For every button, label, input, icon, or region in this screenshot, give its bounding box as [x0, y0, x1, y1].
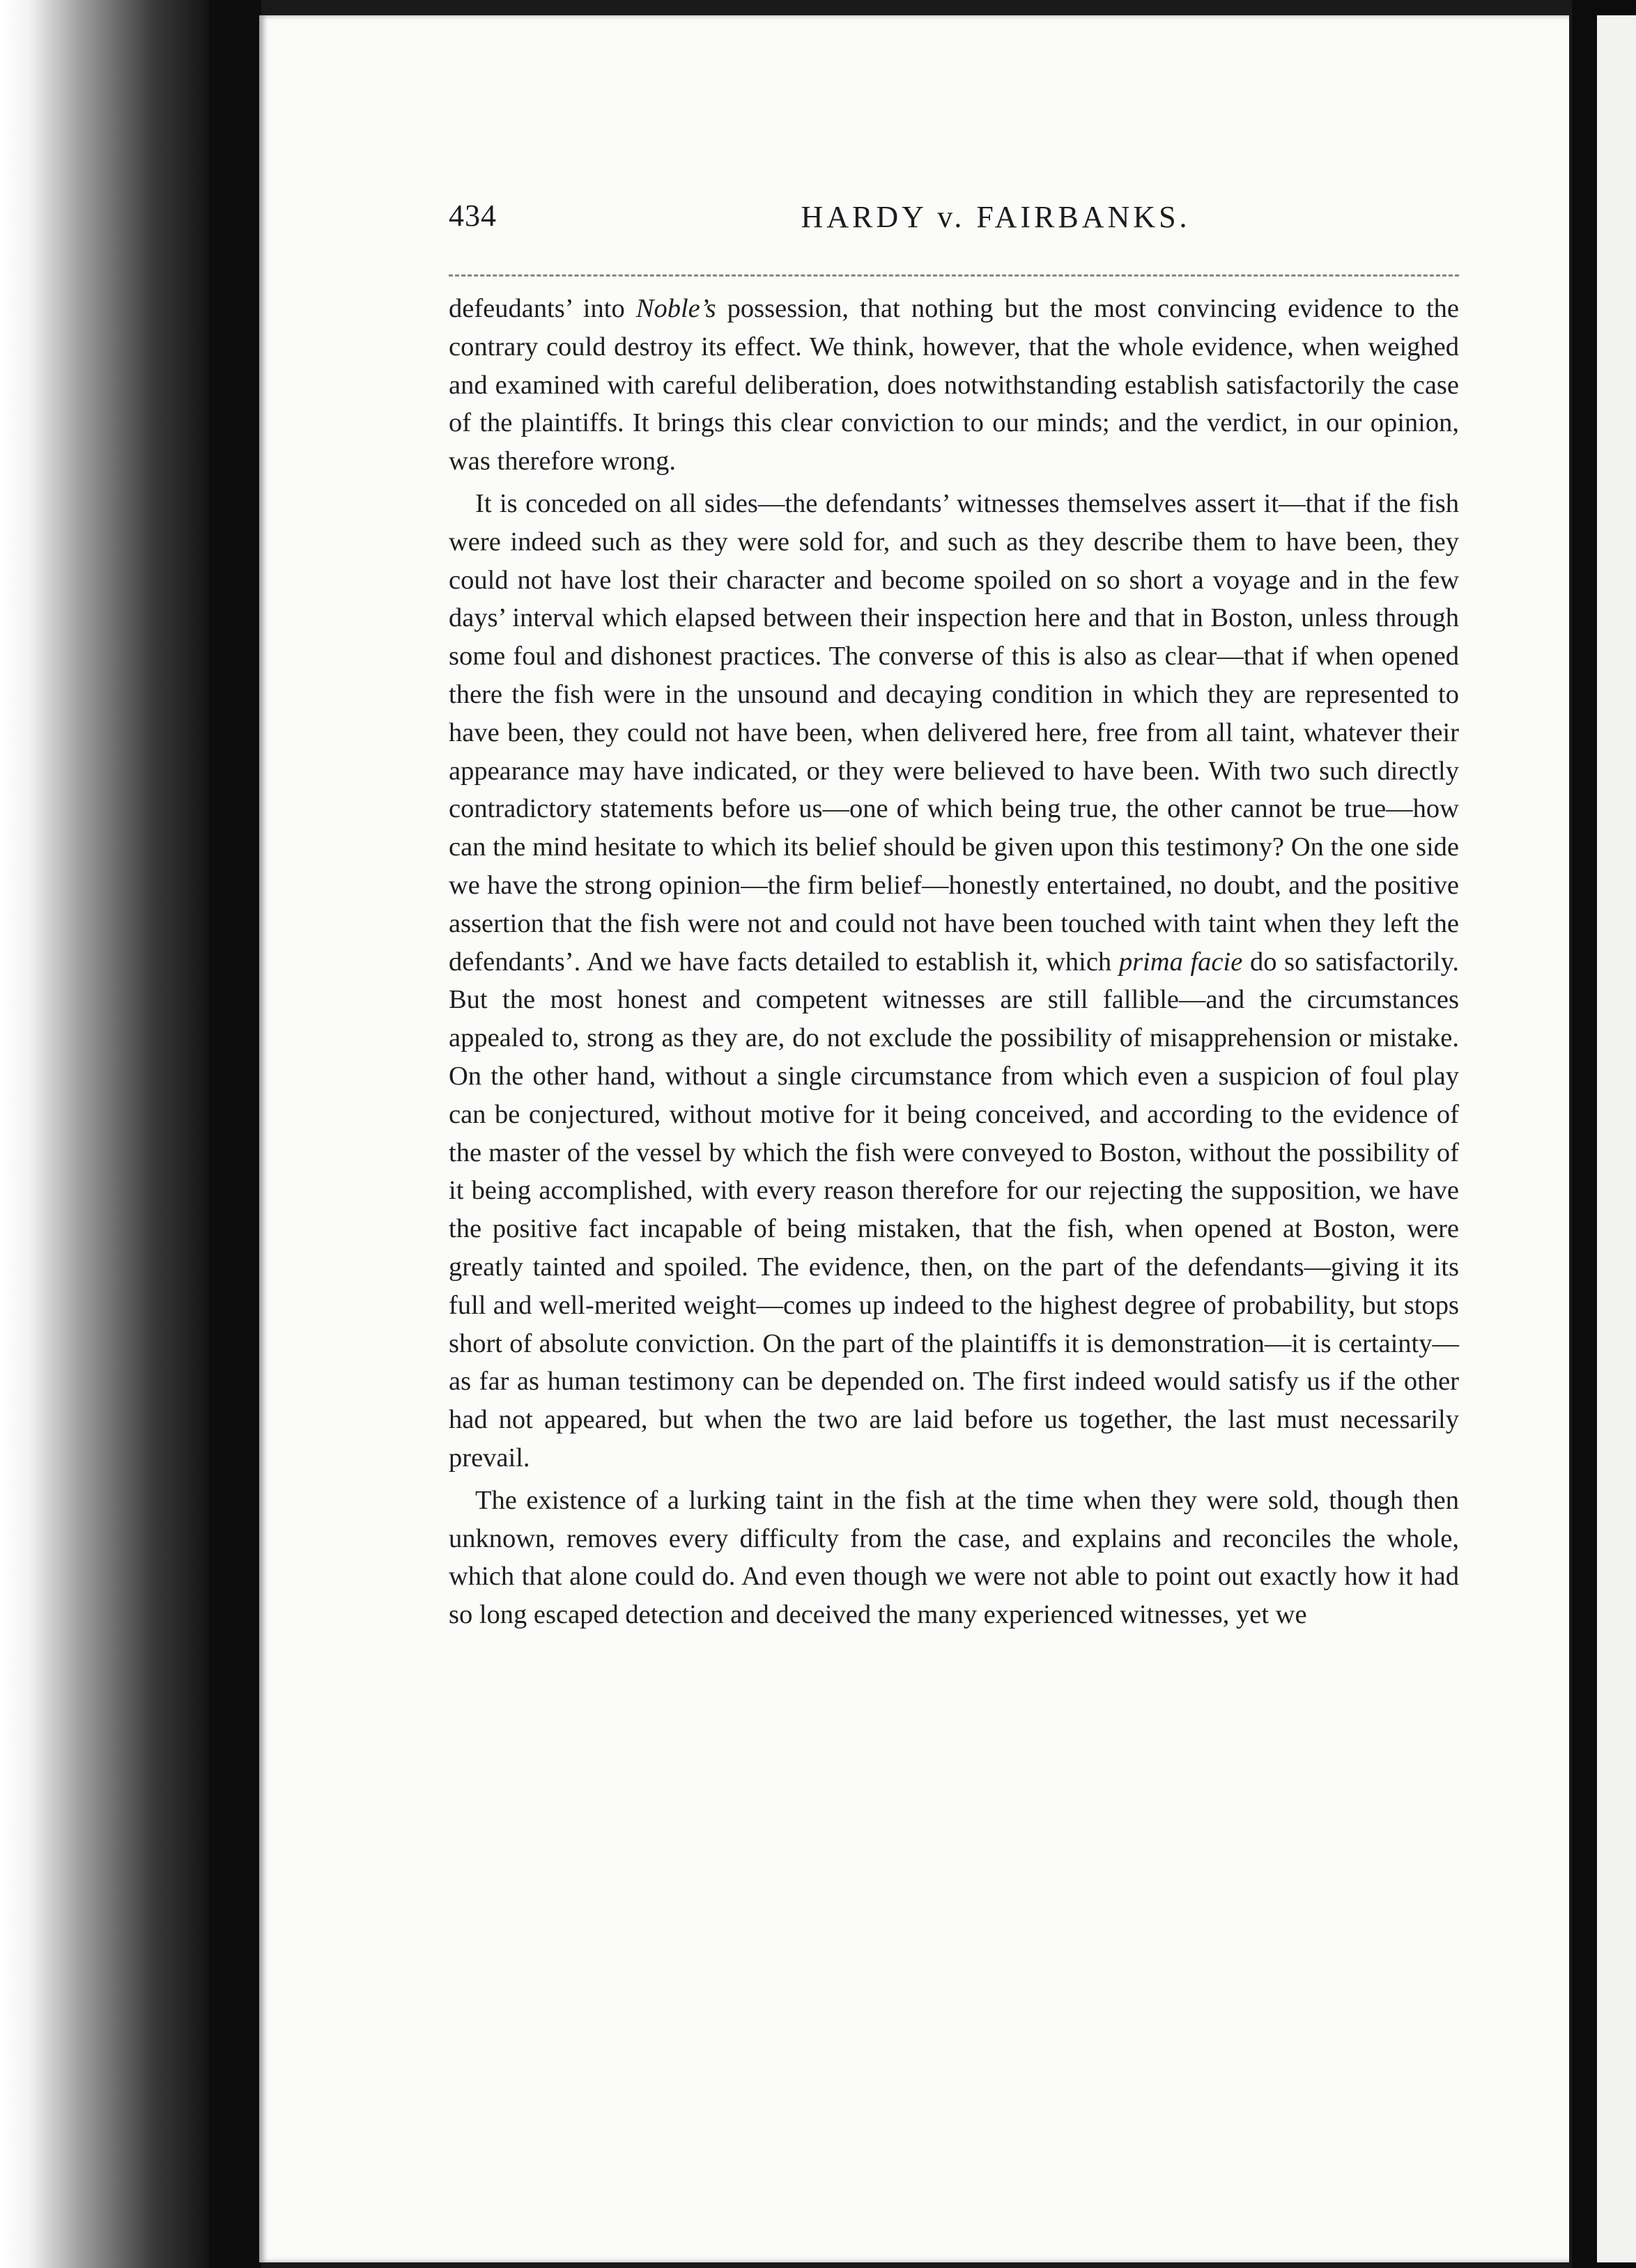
italic-text: prima facie [1118, 947, 1243, 977]
body-text [449, 290, 1459, 1634]
text-segment: The existence of a lurking taint in the fish at the time when they were sold, though then unknown, removes every difficulty from the case, and explains and reconciles the whole, which that alone could do. And even though we were not able to point out exactly how it had so long escaped detection and deceived the many experienced witnesses, yet we [449, 1485, 1459, 1630]
italic-text: Noble’s [635, 294, 716, 323]
text-segment: do so satisfactorily. But the most honest and competent witnesses are still fallible—and the circumstances appealed to, strong as they are, do not exclude the possibility of misapprehension or mistake. On the other hand, without a single circumstance from which even a suspicion of foul play can be conjectured, without motive for it being conceived, and according to the evidence of the master of the vessel by which the fish were conveyed to Boston, without the possibility of it being accomplished, with every reason therefore for our rejecting the supposition, we have the positive fact incapable of being mistaken, that the fish, when opened at Boston, were greatly tainted and spoiled. The evidence, then, on the part of the defendants—giving it its full and well-merited weight—comes up indeed to the highest degree of probability, but stops short of absolute conviction. On the part of the plaintiffs it is demonstration—it is certainty—as far as human testimony can be depended on. The first indeed would satisfy us if the other had not appeared, but when the two are laid before us together, the last must necessarily prevail. [449, 947, 1459, 1473]
page-header [449, 198, 1459, 240]
paragraph [449, 290, 1459, 481]
book-page [259, 15, 1569, 2262]
text-segment: possession, that nothing but the most convincing evidence to the contrary could destroy its effect. We think, however, that the whole evidence, when weighed and examined with careful deliberation, does notwithstanding establish satisfactorily the case of the plaintiffs. It brings this clear conviction to our minds; and the verdict, in our opinion, was therefore wrong. [449, 294, 1460, 476]
page-number: 434 [449, 199, 497, 233]
running-head: HARDY v. FAIRBANKS. [801, 200, 1191, 234]
header-rule [449, 274, 1459, 277]
text-segment: It is conceded on all sides—the defendants’ witnesses themselves assert it—that if the fish were indeed such as they were sold for, and such as they describe them to have been, they could not have lost their character and become spoiled on so short a voyage and in the few days’ interval which elapsed between their inspection here and that in Boston, unless through some foul and dishonest practices. The converse of this is also as clear—that if when opened there the fish were in the unsound and decaying condition in which they are represented to have been, they could not have been, when delivered here, free from all taint, whatever their appearance may have indicated, or they were believed to have been. With two such directly contradictory statements before us—one of which being true, the other cannot be true—how can the mind hesitate to which its belief should be given upon this testimony? On the one side we have the strong opinion—the firm belief—honestly entertained, no doubt, and the positive assertion that the fish were not and could not have been touched with taint when they left the defendants’. And we have facts detailed to establish it, which [449, 488, 1459, 977]
next-page-edge [1597, 15, 1636, 2262]
paragraph [449, 485, 1459, 1477]
paragraph [449, 1482, 1459, 1634]
text-segment: defeudants’ into [449, 294, 636, 323]
scan-gutter [209, 0, 261, 2268]
